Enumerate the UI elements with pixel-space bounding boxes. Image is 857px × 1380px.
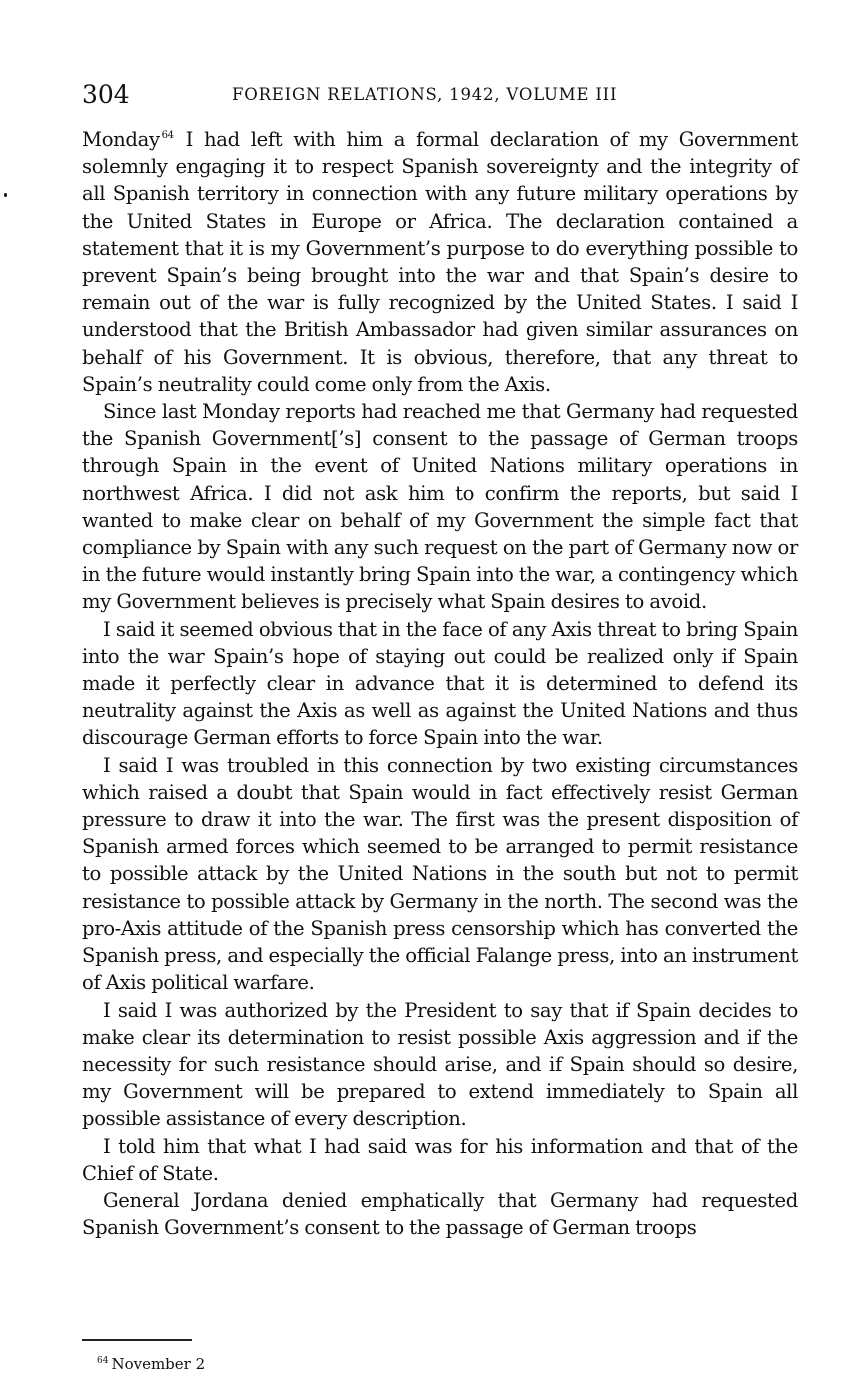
- footnote-reference: 64: [161, 130, 174, 141]
- body-text: [82, 126, 798, 1241]
- footnote-number: 64: [97, 1356, 109, 1366]
- paragraph-1: [82, 126, 798, 398]
- paragraph-4: I said I was troubled in this connection by two existing circumstances which raised a doubt that Spain would in fact effectively resist German pressure to draw it into the war. The first was the present disposition of Spanish armed forces which seemed to be arranged to permit resistance to possible attack by the United Nations in the south but not to permit resistance to possible attack by Germany in the north. The second was the pro-Axis attitude of the Spanish press censorship which has converted the Spanish press, and especially the official Falange press, into an instrument of Axis political warfare.: [82, 753, 798, 995]
- scan-speck: [4, 193, 7, 197]
- paragraph-3: I said it seemed obvious that in the face of any Axis threat to bring Spain into the war Spain’s hope of staying out could be realized only if Spain made it perfectly clear in advance that it is determined to defend its neutrality against the Axis as well as against the United Nations and thus discourage German efforts to force Spain into the war.: [82, 617, 798, 750]
- page-header: [82, 77, 798, 113]
- page-number: 304: [82, 80, 130, 109]
- footnote: [97, 1350, 205, 1375]
- paragraph-1-text: I had left with him a formal declaration of my Government solemnly engaging it to respect Spanish sovereignty and the integrity of all Spanish territory in connection with any future military operations by the United States in Europe or Africa. The declaration contained a statement that it is my Government’s purpose to do everything possible to prevent Spain’s being brought into the war and that Spain’s desire to remain out of the war is fully recognized by the United States. I said I understood that the British Ambassador had given similar assurances on behalf of his Government. It is obvious, therefore, that any threat to Spain’s neutrality could come only from the Axis.: [82, 128, 798, 396]
- paragraph-5: I said I was authorized by the President to say that if Spain decides to make clear its determination to resist possible Axis aggression and if the necessity for such resistance should arise, and if Spain should so desire, my Government will be prepared to extend immediately to Spain all possible assistance of every description.: [82, 998, 798, 1131]
- footnote-divider: [82, 1339, 192, 1341]
- running-title: FOREIGN RELATIONS, 1942, VOLUME III: [232, 85, 618, 104]
- footnote-text: November 2: [111, 1355, 206, 1373]
- paragraph-2: Since last Monday reports had reached me that Germany had requested the Spanish Government[’s] consent to the passage of German troops through Spain in the event of United Nations military operations in northwest Africa. I did not ask him to confirm the reports, but said I wanted to make clear on behalf of my Government the simple fact that compliance by Spain with any such request on the part of Germany now or in the future would instantly bring Spain into the war, a contingency which my Government believes is precisely what Spain desires to avoid.: [82, 400, 798, 614]
- paragraph-7: General Jordana denied emphatically that Germany had requested Spanish Government’s consent to the passage of German troops: [82, 1188, 798, 1240]
- paragraph-1-lead: Monday: [82, 128, 160, 151]
- paragraph-6: I told him that what I had said was for his information and that of the Chief of State.: [82, 1134, 798, 1185]
